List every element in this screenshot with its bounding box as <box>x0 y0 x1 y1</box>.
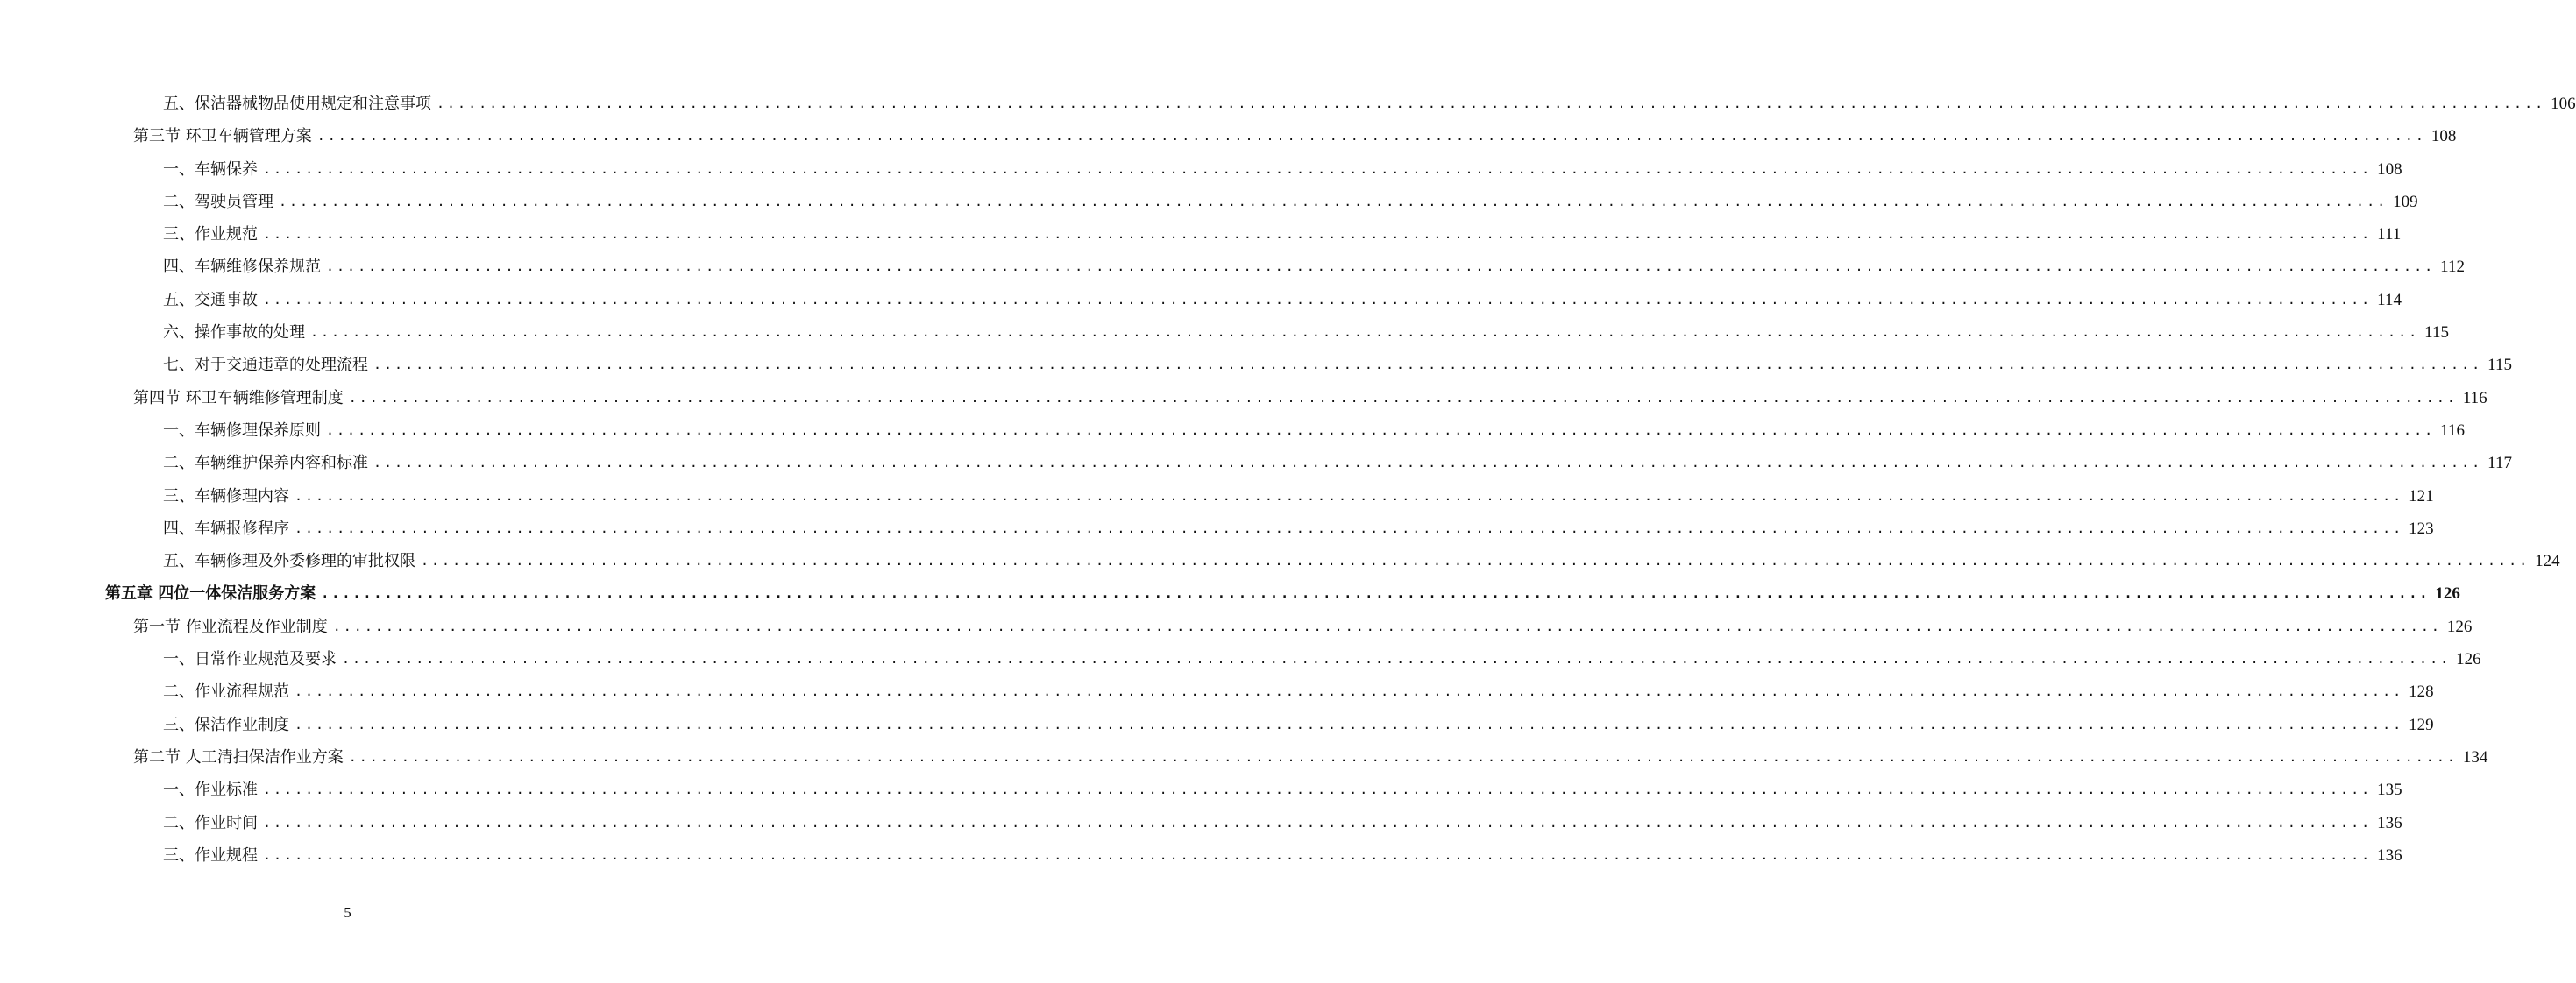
toc-dot-leader: ........................................................................................................................................................................................................ <box>326 258 2436 275</box>
toc-subsection-entry[interactable] <box>0 513 2434 545</box>
toc-entry-page: 136 <box>2377 845 2402 865</box>
toc-entry-page: 112 <box>2440 258 2465 277</box>
toc-entry-title: 一、作业标准 <box>163 781 258 800</box>
toc-entry-title: 三、作业规范 <box>163 225 258 244</box>
toc-entry-title: 第三节 环卫车辆管理方案 <box>133 127 312 146</box>
toc-entry-title: 二、车辆维护保养内容和标准 <box>163 454 368 473</box>
toc-chapter-entry[interactable] <box>0 577 2460 610</box>
toc-subsection-entry[interactable] <box>0 218 2402 251</box>
toc-entry-page: 106 <box>2551 95 2576 113</box>
toc-subsection-entry[interactable] <box>0 316 2449 349</box>
toc-dot-leader: ........................................................................................................................................................................................................ <box>348 748 2458 765</box>
toc-entry-page: 111 <box>2377 225 2402 244</box>
toc-entry-title: 五、交通事故 <box>163 290 258 309</box>
toc-section-entry[interactable] <box>0 120 2457 152</box>
toc-entry-page: 108 <box>2431 127 2457 146</box>
toc-entry-page: 134 <box>2462 747 2488 767</box>
toc-subsection-entry[interactable] <box>0 643 2481 675</box>
toc-dot-leader: ........................................................................................................................................................................................................ <box>263 846 2373 863</box>
toc-subsection-entry[interactable] <box>0 709 2434 741</box>
toc-entry-title: 七、对于交通违章的处理流程 <box>163 356 368 375</box>
toc-section-entry[interactable] <box>0 382 2487 414</box>
toc-entry-page: 135 <box>2377 781 2402 800</box>
toc-dot-leader: ........................................................................................................................................................................................................ <box>326 421 2436 438</box>
toc-entry-title: 二、作业流程规范 <box>163 682 289 702</box>
toc-dot-leader: ........................................................................................................................................................................................................ <box>295 487 2404 504</box>
page-number: 5 <box>344 904 351 921</box>
toc-entry-page: 124 <box>2535 552 2560 571</box>
toc-subsection-entry[interactable] <box>0 480 2434 513</box>
toc-entry-title: 五、车辆修理及外委修理的审批权限 <box>163 552 415 571</box>
toc-entry-title: 三、车辆修理内容 <box>163 486 289 506</box>
toc-subsection-entry[interactable] <box>0 414 2465 447</box>
toc-subsection-entry[interactable] <box>0 675 2434 708</box>
toc-dot-leader: ........................................................................................................................................................................................................ <box>279 193 2388 209</box>
toc-entry-page: 123 <box>2409 519 2434 538</box>
toc-dot-leader: ........................................................................................................................................................................................................ <box>263 160 2373 177</box>
toc-entry-title: 三、保洁作业制度 <box>163 715 289 734</box>
toc-section-entry[interactable] <box>0 741 2488 774</box>
toc-entry-title: 三、作业规程 <box>163 845 258 865</box>
toc-dot-leader: ........................................................................................................................................................................................................ <box>263 226 2373 243</box>
toc-entry-page: 115 <box>2424 323 2449 343</box>
toc-dot-leader: ........................................................................................................................................................................................................ <box>348 389 2458 406</box>
toc-dot-leader: ........................................................................................................................................................................................................ <box>436 95 2546 111</box>
toc-entry-page: 128 <box>2409 682 2434 702</box>
toc-entry-page: 116 <box>2440 421 2465 440</box>
toc-subsection-entry[interactable] <box>0 447 2512 479</box>
toc-entry-title: 一、日常作业规范及要求 <box>163 650 337 669</box>
toc-subsection-entry[interactable] <box>0 251 2465 283</box>
toc-dot-leader: ........................................................................................................................................................................................................ <box>421 553 2530 569</box>
toc-subsection-entry[interactable] <box>0 186 2418 218</box>
toc-subsection-entry[interactable] <box>0 349 2512 381</box>
toc-entry-page: 126 <box>2446 617 2473 636</box>
toc-entry-page: 129 <box>2409 715 2434 734</box>
toc-entry-page: 109 <box>2393 192 2418 211</box>
toc-entry-title: 二、作业时间 <box>163 813 258 832</box>
toc-entry-page: 115 <box>2487 356 2512 375</box>
toc-dot-leader: ........................................................................................................................................................................................................ <box>332 618 2442 634</box>
toc-entry-page: 114 <box>2377 290 2402 309</box>
toc-entry-title: 第一节 作业流程及作业制度 <box>133 617 328 636</box>
toc-subsection-entry[interactable] <box>0 774 2402 806</box>
toc-dot-leader: ........................................................................................................................................................................................................ <box>316 128 2426 145</box>
toc-dot-leader: ........................................................................................................................................................................................................ <box>310 324 2420 341</box>
toc-dot-leader: ........................................................................................................................................................................................................ <box>263 814 2373 831</box>
toc-dot-leader: ........................................................................................................................................................................................................ <box>295 520 2404 536</box>
toc-entry-page: 117 <box>2487 454 2512 473</box>
toc-entry-title: 六、操作事故的处理 <box>163 323 305 343</box>
toc-entry-title: 四、车辆报修程序 <box>163 519 289 538</box>
toc-entry-page: 126 <box>2435 584 2460 604</box>
toc-subsection-entry[interactable] <box>0 88 2576 120</box>
toc-section-entry[interactable] <box>0 611 2473 643</box>
toc-entry-page: 126 <box>2456 650 2481 669</box>
toc-subsection-entry[interactable] <box>0 284 2402 316</box>
toc-dot-leader: ........................................................................................................................................................................................................ <box>263 291 2373 308</box>
toc-entry-title: 五、保洁器械物品使用规定和注意事项 <box>163 95 431 113</box>
toc-dot-leader: ........................................................................................................................................................................................................ <box>373 357 2483 373</box>
toc-subsection-entry[interactable] <box>0 839 2402 872</box>
toc-dot-leader: ........................................................................................................................................................................................................ <box>342 651 2452 668</box>
toc-entry-title: 第五章 四位一体保洁服务方案 <box>105 584 316 604</box>
toc-dot-leader: ........................................................................................................................................................................................................ <box>295 683 2404 700</box>
toc-dot-leader: ........................................................................................................................................................................................................ <box>295 716 2404 732</box>
toc-dot-leader: ........................................................................................................................................................................................................ <box>321 585 2431 602</box>
toc-entry-title: 四、车辆维修保养规范 <box>163 258 321 277</box>
toc-entry-title: 二、驾驶员管理 <box>163 192 273 211</box>
toc-subsection-entry[interactable] <box>0 153 2402 186</box>
toc-dot-leader: ........................................................................................................................................................................................................ <box>373 455 2483 471</box>
toc-entry-title: 一、车辆修理保养原则 <box>163 421 321 440</box>
toc-entry-title: 一、车辆保养 <box>163 159 258 179</box>
toc-subsection-entry[interactable] <box>0 545 2560 577</box>
toc-entry-page: 116 <box>2462 388 2487 407</box>
toc-entry-page: 108 <box>2377 159 2402 179</box>
table-of-contents <box>0 88 2576 872</box>
toc-entry-title: 第四节 环卫车辆维修管理制度 <box>133 388 344 407</box>
toc-entry-title: 第二节 人工清扫保洁作业方案 <box>133 747 344 767</box>
toc-dot-leader: ........................................................................................................................................................................................................ <box>263 781 2373 798</box>
toc-subsection-entry[interactable] <box>0 807 2402 839</box>
toc-entry-page: 136 <box>2377 813 2402 832</box>
toc-entry-page: 121 <box>2409 486 2434 506</box>
